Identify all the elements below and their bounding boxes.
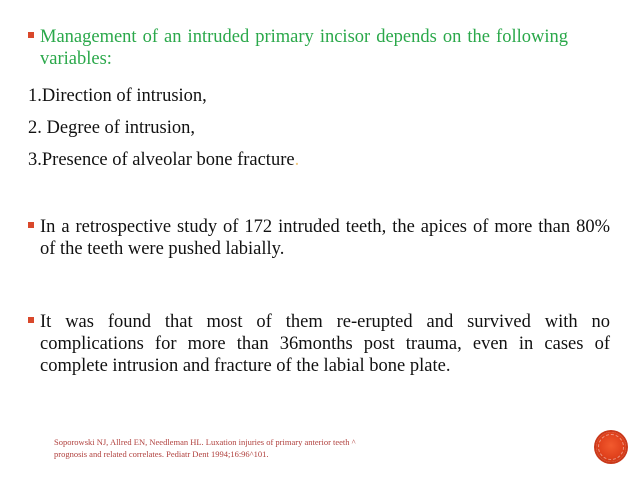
badge-ring — [598, 434, 624, 460]
orange-circle-icon — [596, 432, 626, 462]
bullet-marker-icon — [28, 317, 34, 323]
list-item-alveolar-text: 3.Presence of alveolar bone fracture — [28, 150, 295, 170]
bullet-retrospective-study — [28, 216, 610, 260]
bullet-re-erupted-text: It was found that most of them re-erupted and survived with no complications for more than 36months post trauma, even in cases of complete intrusion and fracture of the labial bone plate. — [40, 312, 610, 376]
bullet-management-text: Management of an intruded primary incisor depends on the following variables: — [40, 27, 568, 69]
list-item-direction: 1.Direction of intrusion, — [28, 86, 207, 106]
list-item-alveolar-period: . — [294, 150, 300, 170]
bullet-retrospective-study-text: In a retrospective study of 172 intruded teeth, the apices of more than 80% of the teeth were pushed labially. — [40, 217, 610, 259]
citation-line-2: prognosis and related correlates. Pediatr Dent 1994;16:96^101. — [54, 449, 269, 459]
bullet-management — [28, 26, 568, 70]
bullet-marker-icon — [28, 222, 34, 228]
bullet-re-erupted — [28, 311, 610, 377]
list-item-alveolar — [28, 149, 299, 171]
list-item-degree: 2. Degree of intrusion, — [28, 118, 195, 138]
citation-line-1: Soporowski NJ, Allred EN, Needleman HL. Luxation injuries of primary anterior teeth ^ — [54, 437, 356, 447]
bullet-marker-icon — [28, 32, 34, 38]
citation — [54, 436, 414, 460]
